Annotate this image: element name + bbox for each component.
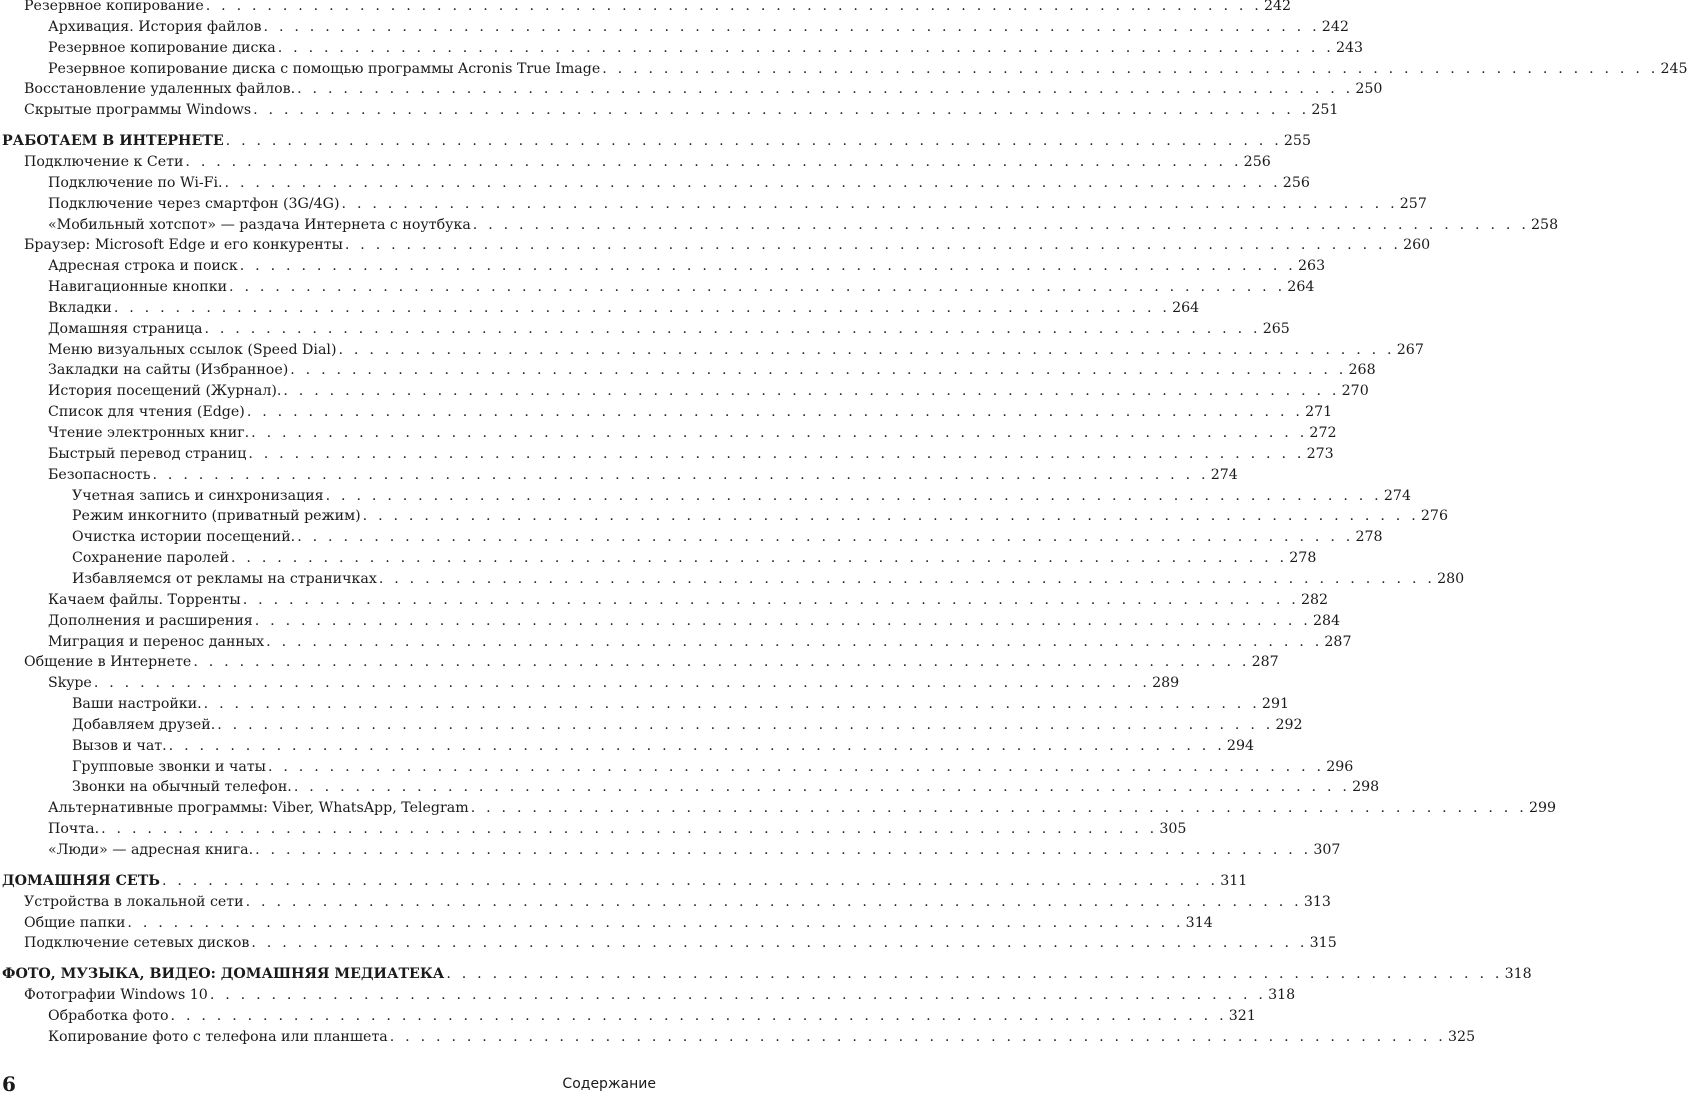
toc-entry-page: 314 (1185, 914, 1213, 931)
toc-entry-page: 274 (1383, 487, 1411, 504)
toc-entry-page: 256 (1282, 174, 1310, 191)
dot-leader: . . . . . . . . . . . . . . . . . . . . . . . . . . . . . . . . . . . . . . . . . . . . . . . . . . . . . . . . . . . . . . . . . . . . . (293, 779, 1351, 796)
running-footer-title: Содержание (562, 1076, 656, 1092)
toc-entry[interactable] (0, 819, 1187, 840)
toc-entry-title: Подключение по Wi-Fi. (48, 174, 223, 191)
toc-entry-title: Обработка фото (48, 1007, 169, 1024)
toc-entry-title: Качаем файлы. Торренты (48, 591, 241, 608)
toc-entry-title: Восстановление удаленных файлов. (24, 81, 296, 98)
toc-entry[interactable] (0, 798, 1557, 819)
dot-leader: . . . . . . . . . . . . . . . . . . . . . . . . . . . . . . . . . . . . . . . . . . . . . . . . . . . . . . . . . . . . . . . . . . . . . (242, 591, 1299, 608)
toc-entry-page: 263 (1298, 258, 1326, 275)
toc-entry-page: 282 (1300, 591, 1329, 608)
toc-entry-title: Быстрый перевод страниц (48, 445, 247, 462)
dot-leader: . . . . . . . . . . . . . . . . . . . . . . . . . . . . . . . . . . . . . . . . . . . . . . . . . . . . . . . . . . . . . . . . . . . . . (338, 341, 1395, 358)
toc-entry-title: Почта. (48, 821, 100, 838)
toc-entry[interactable] (0, 840, 1341, 861)
toc-entry[interactable] (0, 715, 1303, 736)
toc-entry-title: «Мобильный хотспот» — раздача Интернета с ноутбука (48, 216, 471, 233)
toc-entry-title: Добавляем друзей. (72, 716, 216, 733)
dot-leader: . . . . . . . . . . . . . . . . . . . . . . . . . . . . . . . . . . . . . . . . . . . . . . . . . . . . . . . . . . . . . . . . . . . . . (231, 550, 1288, 567)
toc-entry-page: 242 (1264, 0, 1292, 14)
toc-entry-page: 325 (1448, 1028, 1476, 1045)
dot-leader: . . . . . . . . . . . . . . . . . . . . . . . . . . . . . . . . . . . . . . . . . . . . . . . . . . . . . . . . . . . . . . . . . . . . . (113, 299, 1171, 316)
toc-entry-page: 291 (1261, 696, 1290, 713)
toc-entry-title: Альтернативные программы: Viber, WhatsApp, Telegram (48, 800, 469, 817)
dot-leader: . . . . . . . . . . . . . . . . . . . . . . . . . . . . . . . . . . . . . . . . . . . . . . . . . . . . . . . . . . . . . . . . . . . . . (185, 153, 1242, 170)
toc-entry-title: Общение в Интернете (24, 654, 192, 671)
dot-leader: . . . . . . . . . . . . . . . . . . . . . . . . . . . . . . . . . . . . . . . . . . . . . . . . . . . . . . . . . . . . . . . . . . . . . (254, 612, 1311, 629)
toc-entry-title: РАБОТАЕМ В ИНТЕРНЕТЕ (2, 133, 224, 150)
dot-leader: . . . . . . . . . . . . . . . . . . . . . . . . . . . . . . . . . . . . . . . . . . . . . . . . . . . . . . . . . . . . . . . . . . . . . (344, 237, 1402, 254)
toc-entry-page: 243 (1335, 39, 1364, 56)
toc-entry[interactable] (0, 527, 1383, 548)
toc-entry[interactable] (0, 913, 1213, 934)
toc-entry-page: 318 (1268, 987, 1296, 1004)
dot-leader: . . . . . . . . . . . . . . . . . . . . . . . . . . . . . . . . . . . . . . . . . . . . . . . . . . . . . . . . . . . . . . . . . . . . . (255, 842, 1312, 858)
dot-leader: . . . . . . . . . . . . . . . . . . . . . . . . . . . . . . . . . . . . . . . . . . . . . . . . . . . . . . . . . . . . . . . . . . . . . (161, 872, 1219, 889)
toc-entry-title: Общие папки (24, 914, 126, 931)
toc-entry[interactable] (0, 173, 1310, 194)
toc-entry-title: Ваши настройки. (72, 696, 202, 713)
dot-leader: . . . . . . . . . . . . . . . . . . . . . . . . . . . . . . . . . . . . . . . . . . . . . . . . . . . . . . . . . . . . . . . . . . . . . (204, 320, 1261, 337)
toc-entry[interactable] (0, 152, 1271, 173)
toc-entry-title: Учетная запись и синхронизация (72, 487, 324, 504)
toc-entry[interactable] (0, 298, 1200, 319)
toc-entry-page: 258 (1531, 216, 1559, 233)
dot-leader: . . . . . . . . . . . . . . . . . . . . . . . . . . . . . . . . . . . . . . . . . . . . . . . . . . . . . . . . . . . . . . . . . . . . . (263, 18, 1320, 35)
toc-entry-page: 298 (1352, 779, 1380, 796)
toc-entry[interactable] (0, 548, 1317, 569)
dot-leader: . . . . . . . . . . . . . . . . . . . . . . . . . . . . . . . . . . . . . . . . . . . . . . . . . . . . . . . . . . . . . . . . . . . . . (472, 216, 1530, 233)
toc-entry-page: 274 (1210, 466, 1238, 483)
toc-entry-page: 270 (1341, 383, 1369, 400)
toc-entry[interactable] (0, 100, 1339, 121)
dot-leader: . . . . . . . . . . . . . . . . . . . . . . . . . . . . . . . . . . . . . . . . . . . . . . . . . . . . . . . . . . . . . . . . . . . . . (283, 383, 1340, 400)
dot-leader: . . . . . . . . . . . . . . . . . . . . . . . . . . . . . . . . . . . . . . . . . . . . . . . . . . . . . . . . . . . . . . . . . . . . . (253, 102, 1310, 119)
dot-leader: . . . . . . . . . . . . . . . . . . . . . . . . . . . . . . . . . . . . . . . . . . . . . . . . . . . . . . . . . . . . . . . . . . . . . (193, 654, 1250, 671)
dot-leader: . . . . . . . . . . . . . . . . . . . . . . . . . . . . . . . . . . . . . . . . . . . . . . . . . . . . . . . . . . . . . . . . . . . . . (217, 716, 1274, 733)
toc-entry-page: 294 (1226, 737, 1255, 754)
toc-entry-page: 268 (1348, 362, 1376, 379)
toc-entry-title: Избавляемся от рекламы на страничках (72, 570, 377, 587)
toc-entry[interactable] (0, 17, 1349, 38)
dot-leader: . . . . . . . . . . . . . . . . . . . . . . . . . . . . . . . . . . . . . . . . . . . . . . . . . . . . . . . . . . . . . . . . . . . . . (362, 508, 1419, 525)
toc-entry-title: Устройства в локальной сети (24, 893, 244, 910)
toc-entry-title: Чтение электронных книг. (48, 425, 250, 441)
toc-entry-page: 245 (1660, 60, 1688, 77)
toc-entry-page: 284 (1313, 612, 1341, 629)
toc-entry-title: Браузер: Microsoft Edge и его конкуренты (24, 237, 343, 254)
toc-entry-page: 287 (1324, 633, 1352, 650)
toc-entry-title: Закладки на сайты (Избранное) (48, 362, 289, 379)
toc-entry-title: Очистка истории посещений. (72, 529, 296, 546)
dot-leader: . . . . . . . . . . . . . . . . . . . . . . . . . . . . . . . . . . . . . . . . . . . . . . . . . . . . . . . . . . . . . . . . . . . . . (209, 987, 1267, 1004)
toc-entry-title: Дополнения и расширения (48, 612, 253, 629)
toc-entry-title: Режим инкогнито (приватный режим) (72, 508, 361, 525)
toc-entry[interactable] (0, 569, 1465, 590)
toc-entry-title: Скрытые программы Windows (24, 102, 252, 119)
toc-entry[interactable] (0, 694, 1290, 715)
toc-entry-title: Сохранение паролей (72, 550, 230, 567)
toc-entry-title: ФОТО, МУЗЫКА, ВИДЕО: ДОМАШНЯЯ МЕДИАТЕКА (2, 966, 445, 983)
toc-entry-page: 318 (1504, 966, 1532, 983)
dot-leader: . . . . . . . . . . . . . . . . . . . . . . . . . . . . . . . . . . . . . . . . . . . . . . . . . . . . . . . . . . . . . . . . . . . . . (378, 570, 1436, 587)
toc-entry-page: 257 (1399, 195, 1427, 212)
dot-leader: . . . . . . . . . . . . . . . . . . . . . . . . . . . . . . . . . . . . . . . . . . . . . . . . . . . . . . . . . . . . . . . . . . . . . (246, 404, 1304, 421)
toc-entry-title: Резервное копирование (24, 0, 204, 14)
toc-entry-title: Подключение сетевых дисков (24, 935, 250, 952)
dot-leader: . . . . . . . . . . . . . . . . . . . . . . . . . . . . . . . . . . . . . . . . . . . . . . . . . . . . . . . . . . . . . . . . . . . . . (446, 966, 1503, 983)
toc-entry[interactable] (0, 277, 1315, 298)
toc-entry-page: 321 (1228, 1007, 1256, 1024)
toc-entry[interactable] (0, 486, 1411, 507)
toc-entry-title: Адресная строка и поиск (48, 258, 238, 275)
dot-leader: . . . . . . . . . . . . . . . . . . . . . . . . . . . . . . . . . . . . . . . . . . . . . . . . . . . . . . . . . . . . . . . . . . . . . (224, 174, 1281, 191)
toc-entry-page: 273 (1306, 445, 1334, 462)
toc-entry-title: Вкладки (48, 299, 112, 316)
toc-entry-title: Звонки на обычный телефон. (72, 779, 292, 796)
toc-entry-title: Групповые звонки и чаты (72, 758, 266, 775)
toc-entry-page: 289 (1152, 675, 1180, 692)
dot-leader: . . . . . . . . . . . . . . . . . . . . . . . . . . . . . . . . . . . . . . . . . . . . . . . . . . . . . . . . . . . . . . . . . . . . . (297, 529, 1354, 546)
toc-entry[interactable] (0, 777, 1380, 798)
dot-leader: . . . . . . . . . . . . . . . . . . . . . . . . . . . . . . . . . . . . . . . . . . . . . . . . . . . . . . . . . . . . . . . . . . . . . (251, 935, 1308, 952)
dot-leader: . . . . . . . . . . . . . . . . . . . . . . . . . . . . . . . . . . . . . . . . . . . . . . . . . . . . . . . . . . . . . . . . . . . . . (602, 60, 1659, 77)
dot-leader: . . . . . . . . . . . . . . . . . . . . . . . . . . . . . . . . . . . . . . . . . . . . . . . . . . . . . . . . . . . . . . . . . . . . . (205, 0, 1262, 14)
toc-entry-page: 272 (1309, 425, 1337, 441)
toc-entry-title: Подключение к Сети (24, 153, 184, 170)
dot-leader: . . . . . . . . . . . . . . . . . . . . . . . . . . . . . . . . . . . . . . . . . . . . . . . . . . . . . . . . . . . . . . . . . . . . . (251, 425, 1308, 441)
toc-entry-page: 264 (1287, 279, 1315, 296)
toc-entry[interactable] (0, 381, 1369, 402)
toc-entry[interactable] (0, 215, 1559, 236)
toc-entry-title: Архивация. История файлов (48, 18, 262, 35)
toc-entry[interactable] (0, 340, 1424, 361)
toc-entry-page: 296 (1326, 758, 1354, 775)
toc-entry[interactable] (0, 59, 1688, 80)
toc-entry-title: «Люди» — адресная книга. (48, 842, 254, 858)
toc-entry-title: Меню визуальных ссылок (Speed Dial) (48, 341, 337, 358)
toc-entry[interactable] (0, 611, 1341, 632)
toc-entry-page: 280 (1437, 570, 1465, 587)
toc-entry-title: Миграция и перенос данных (48, 633, 265, 650)
toc-entry-page: 276 (1420, 508, 1448, 525)
toc-entry[interactable] (0, 194, 1427, 215)
toc-entry[interactable] (0, 757, 1354, 778)
toc-entry[interactable] (0, 673, 1180, 694)
toc-entry[interactable] (0, 360, 1376, 381)
dot-leader: . . . . . . . . . . . . . . . . . . . . . . . . . . . . . . . . . . . . . . . . . . . . . . . . . . . . . . . . . . . . . . . . . . . . . (245, 893, 1302, 910)
toc-entry[interactable] (0, 256, 1326, 277)
toc-entry[interactable] (0, 652, 1279, 673)
toc-entry[interactable] (0, 1006, 1256, 1027)
dot-leader: . . . . . . . . . . . . . . . . . . . . . . . . . . . . . . . . . . . . . . . . . . . . . . . . . . . . . . . . . . . . . . . . . . . . . (127, 914, 1184, 931)
toc-entry[interactable] (0, 319, 1290, 340)
toc-entry-title: Безопасность (48, 466, 151, 483)
toc-entry-title: Домашняя страница (48, 320, 203, 337)
toc-entry-page: 299 (1528, 800, 1557, 817)
dot-leader: . . . . . . . . . . . . . . . . . . . . . . . . . . . . . . . . . . . . . . . . . . . . . . . . . . . . . . . . . . . . . . . . . . . . . (266, 633, 1323, 650)
toc-entry-page: 255 (1283, 133, 1311, 150)
toc-entry-title: Копирование фото с телефона или планшета (48, 1028, 388, 1045)
toc-section-entry[interactable] (0, 871, 1248, 892)
toc-entry[interactable] (0, 0, 1292, 17)
dot-leader: . . . . . . . . . . . . . . . . . . . . . . . . . . . . . . . . . . . . . . . . . . . . . . . . . . . . . . . . . . . . . . . . . . . . . (225, 133, 1282, 150)
dot-leader: . . . . . . . . . . . . . . . . . . . . . . . . . . . . . . . . . . . . . . . . . . . . . . . . . . . . . . . . . . . . . . . . . . . . . (229, 279, 1286, 296)
toc-entry-page: 260 (1403, 237, 1431, 254)
toc-entry-page: 313 (1303, 893, 1331, 910)
toc-entry-page: 256 (1243, 153, 1271, 170)
toc-entry-page: 311 (1220, 872, 1248, 889)
toc-entry-page: 264 (1172, 299, 1200, 316)
toc-entry-title: Skype (48, 675, 92, 692)
toc-entry-title: Вызов и чат. (72, 737, 167, 754)
toc-entry-page: 271 (1305, 404, 1333, 421)
toc-entry-page: 278 (1355, 529, 1383, 546)
dot-leader: . . . . . . . . . . . . . . . . . . . . . . . . . . . . . . . . . . . . . . . . . . . . . . . . . . . . . . . . . . . . . . . . . . . . . (341, 195, 1398, 212)
toc-entry-page: 251 (1311, 102, 1339, 119)
toc-entry[interactable] (0, 235, 1431, 256)
toc-section-entry[interactable] (0, 964, 1532, 985)
toc-entry[interactable] (0, 590, 1329, 611)
toc-entry-title: Фотографии Windows 10 (24, 987, 208, 1004)
toc-entry[interactable] (0, 933, 1337, 954)
dot-leader: . . . . . . . . . . . . . . . . . . . . . . . . . . . . . . . . . . . . . . . . . . . . . . . . . . . . . . . . . . . . . . . . . . . . . (389, 1028, 1447, 1045)
toc-entry-page: 242 (1321, 18, 1349, 35)
toc-entry[interactable] (0, 892, 1331, 913)
toc-entry-page: 307 (1313, 842, 1341, 858)
toc-entry-title: Навигационные кнопки (48, 279, 228, 296)
toc-entry-title: Список для чтения (Edge) (48, 404, 245, 421)
dot-leader: . . . . . . . . . . . . . . . . . . . . . . . . . . . . . . . . . . . . . . . . . . . . . . . . . . . . . . . . . . . . . . . . . . . . . (239, 258, 1297, 275)
toc-entry-page: 250 (1355, 81, 1383, 98)
toc-entry-page: 305 (1159, 821, 1187, 838)
toc-section-entry[interactable] (0, 131, 1311, 152)
toc-entry[interactable] (0, 38, 1364, 59)
toc-entry[interactable] (0, 423, 1337, 444)
dot-leader: . . . . . . . . . . . . . . . . . . . . . . . . . . . . . . . . . . . . . . . . . . . . . . . . . . . . . . . . . . . . . . . . . . . . . (325, 487, 1382, 504)
dot-leader: . . . . . . . . . . . . . . . . . . . . . . . . . . . . . . . . . . . . . . . . . . . . . . . . . . . . . . . . . . . . . . . . . . . . . (152, 466, 1209, 483)
toc-entry-title: История посещений (Журнал). (48, 383, 282, 400)
toc-entry[interactable] (0, 506, 1448, 527)
toc-entry-title: Подключение через смартфон (3G/4G) (48, 195, 340, 212)
dot-leader: . . . . . . . . . . . . . . . . . . . . . . . . . . . . . . . . . . . . . . . . . . . . . . . . . . . . . . . . . . . . . . . . . . . . . (267, 758, 1325, 775)
toc-entry-page: 287 (1251, 654, 1279, 671)
toc-entry[interactable] (0, 985, 1296, 1006)
dot-leader: . . . . . . . . . . . . . . . . . . . . . . . . . . . . . . . . . . . . . . . . . . . . . . . . . . . . . . . . . . . . . . . . . . . . . (93, 675, 1151, 692)
page-number: 6 (2, 1072, 16, 1096)
toc-entry-page: 292 (1275, 716, 1303, 733)
dot-leader: . . . . . . . . . . . . . . . . . . . . . . . . . . . . . . . . . . . . . . . . . . . . . . . . . . . . . . . . . . . . . . . . . . . . . (203, 696, 1260, 713)
toc-entry[interactable] (0, 79, 1383, 100)
dot-leader: . . . . . . . . . . . . . . . . . . . . . . . . . . . . . . . . . . . . . . . . . . . . . . . . . . . . . . . . . . . . . . . . . . . . . (101, 821, 1158, 838)
toc-entry-page: 265 (1262, 320, 1290, 337)
toc-entry-title: Резервное копирование диска с помощью программы Acronis True Image (48, 60, 601, 77)
toc-entry-page: 278 (1289, 550, 1317, 567)
dot-leader: . . . . . . . . . . . . . . . . . . . . . . . . . . . . . . . . . . . . . . . . . . . . . . . . . . . . . . . . . . . . . . . . . . . . . (170, 1007, 1227, 1024)
dot-leader: . . . . . . . . . . . . . . . . . . . . . . . . . . . . . . . . . . . . . . . . . . . . . . . . . . . . . . . . . . . . . . . . . . . . . (248, 445, 1305, 462)
toc-entry[interactable] (0, 465, 1238, 486)
dot-leader: . . . . . . . . . . . . . . . . . . . . . . . . . . . . . . . . . . . . . . . . . . . . . . . . . . . . . . . . . . . . . . . . . . . . . (168, 737, 1225, 754)
dot-leader: . . . . . . . . . . . . . . . . . . . . . . . . . . . . . . . . . . . . . . . . . . . . . . . . . . . . . . . . . . . . . . . . . . . . . (297, 81, 1354, 98)
toc-entry-title: Резервное копирование диска (48, 39, 276, 56)
toc-entry[interactable] (0, 444, 1334, 465)
toc-entry-page: 315 (1309, 935, 1337, 952)
toc-entry[interactable] (0, 632, 1352, 653)
toc-entry[interactable] (0, 1027, 1476, 1048)
toc-entry[interactable] (0, 402, 1333, 423)
dot-leader: . . . . . . . . . . . . . . . . . . . . . . . . . . . . . . . . . . . . . . . . . . . . . . . . . . . . . . . . . . . . . . . . . . . . . (290, 362, 1347, 379)
toc-entry-title: ДОМАШНЯЯ СЕТЬ (2, 872, 160, 889)
toc-entry-page: 267 (1396, 341, 1424, 358)
dot-leader: . . . . . . . . . . . . . . . . . . . . . . . . . . . . . . . . . . . . . . . . . . . . . . . . . . . . . . . . . . . . . . . . . . . . . (470, 800, 1527, 817)
dot-leader: . . . . . . . . . . . . . . . . . . . . . . . . . . . . . . . . . . . . . . . . . . . . . . . . . . . . . . . . . . . . . . . . . . . . . (277, 39, 1334, 56)
toc-entry[interactable] (0, 736, 1255, 757)
